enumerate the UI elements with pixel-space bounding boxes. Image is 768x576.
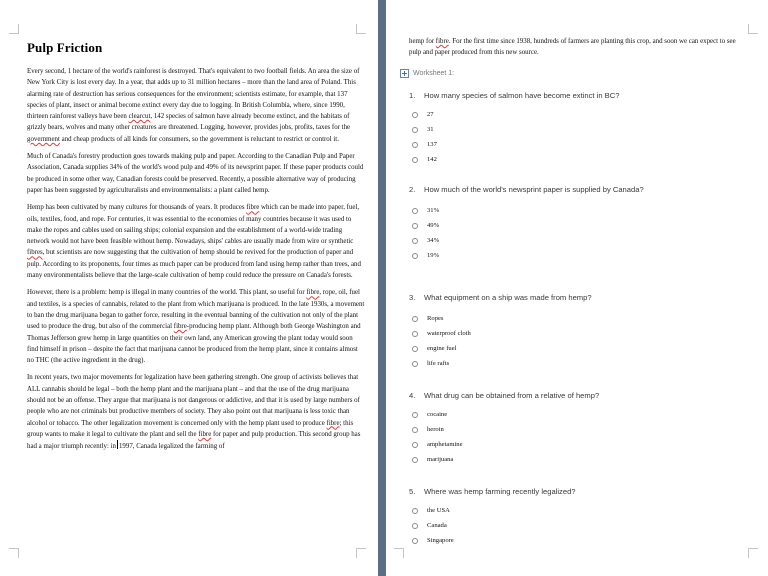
answer-option[interactable]: 31 (412, 122, 437, 137)
answer-option[interactable]: Ropes (412, 311, 471, 326)
answer-option[interactable]: Singapore (412, 533, 454, 548)
text-run: hemp for (409, 38, 436, 45)
text-run: , rope, oil, fuel and textiles, is a species of cannabis, related to the plant from which marijuana is produced. In the late 1930s, a movement to ban the drug marijuana began to gather force, resulting in the eventual banning of the cultivation not only of the plant used to produce the drug, but also of the commercial (27, 289, 365, 331)
radio-button[interactable] (412, 538, 418, 544)
radio-button[interactable] (412, 157, 418, 163)
text-run: and cheap products of all kinds for consumers, so the government is reluctant to restrict or control it. (59, 135, 339, 143)
answer-option[interactable]: waterproof cloth (412, 326, 471, 341)
worksheet-header (400, 69, 454, 78)
radio-button[interactable] (412, 331, 418, 337)
expand-icon[interactable] (400, 69, 409, 78)
corner-margin-mark (9, 548, 19, 558)
paragraph (27, 66, 365, 145)
right-document-page[interactable] (386, 0, 768, 576)
corner-margin-mark (748, 24, 758, 34)
radio-button[interactable] (412, 112, 418, 118)
radio-button[interactable] (412, 508, 418, 514)
question-text: How many species of salmon have become extinct in BC? (424, 91, 620, 100)
radio-button[interactable] (412, 442, 418, 448)
question-3-options (412, 311, 471, 371)
radio-button[interactable] (412, 142, 418, 148)
radio-button[interactable] (412, 208, 418, 214)
text-run: which can be made into paper, fuel, oils, textiles, food, and rope. For centuries, it was essential to the economies of many countries because it was used to make the ropes and cables used on sailing ships; colonial expansion and the establishment of a world-wide trading network would not have been feasible without hemp. Nowadays, ships' cables are usually made from wire or synthetic (27, 204, 360, 246)
text-run: , but scientists are now suggesting that the cultivation of hemp should be revived for the production of paper and pulp. According to its proponents, four times as much paper can be produced from land using hemp rather than trees, and many environmentalists believe that the large-scale cultivation of hemp could reduce the pressure on Canada's forests. (27, 249, 361, 280)
left-document-page[interactable] (0, 0, 378, 576)
answer-option[interactable]: marijuana (412, 452, 463, 467)
question-4-options (412, 407, 463, 467)
worksheet-label: Worksheet 1: (413, 70, 455, 77)
answer-option[interactable]: heroin (412, 422, 463, 437)
question-5: 5. Where was hemp farming recently legalized? (409, 487, 576, 496)
radio-button[interactable] (412, 127, 418, 133)
answer-option[interactable]: life rafts (412, 356, 471, 371)
text-run: However, there is a problem: hemp is illegal in many countries of the world. This plant, so useful for (27, 289, 307, 297)
answer-option[interactable]: 19% (412, 248, 439, 263)
answer-option[interactable]: engine fuel (412, 341, 471, 356)
radio-button[interactable] (412, 427, 418, 433)
spellcheck-word: fibre (246, 204, 260, 212)
spellcheck-word: fibre (326, 419, 340, 427)
text-run: ; this group wants to make it legal to cultivate the plant and sell the (27, 419, 354, 438)
corner-margin-mark (356, 24, 366, 34)
question-text: Where was hemp farming recently legalized? (424, 487, 576, 496)
corner-margin-mark (356, 548, 366, 558)
spellcheck-word: clearcut (128, 113, 151, 121)
spellcheck-word: fibres (27, 249, 43, 257)
radio-button[interactable] (412, 223, 418, 229)
answer-option[interactable]: 142 (412, 152, 437, 167)
answer-option[interactable]: amphetamine (412, 437, 463, 452)
corner-margin-mark (394, 548, 404, 558)
question-text: What equipment on a ship was made from hemp? (424, 293, 592, 302)
text-run: Every second, 1 hectare of the world's rainforest is destroyed. That's equivalent to two football fields. An area the size of New York City is lost every day. In a year, that adds up to 31 million hectares – more than the land area of Poland. This alarming rate of destruction has serious consequences for the environment; scientists estimate, for example, that 137 species of plant, insect or animal become extinct every day due to logging. In British Columbia, where, since 1990, thirteen rainforest valleys have been (27, 68, 360, 121)
radio-button[interactable] (412, 457, 418, 463)
article-continuation[interactable] (409, 36, 749, 59)
question-2: 2. How much of the world's newsprint paper is supplied by Canada? (409, 185, 644, 194)
radio-button[interactable] (412, 361, 418, 367)
answer-option[interactable]: 137 (412, 137, 437, 152)
text-run: Hemp has been cultivated by many cultures for thousands of years. It produces (27, 204, 247, 212)
spellcheck-word: fibre (198, 430, 212, 438)
radio-button[interactable] (412, 346, 418, 352)
radio-button[interactable] (412, 238, 418, 244)
spellcheck-word: fibre (173, 323, 187, 331)
text-run: -producing hemp plant. Although both George Washington and Thomas Jefferson grew hemp in large quantities on their own land, any American growing the plant today would soon find himself in prison – despite the fact that marijuana cannot be produced from the hemp plant, since it contains almost no THC (the active ingredient in the drug). (27, 323, 361, 365)
question-1-options (412, 107, 437, 167)
radio-button[interactable] (412, 316, 418, 322)
spellcheck-word: fibre (306, 289, 320, 297)
text-run: , 142 species of salmon have already become extinct, and the habitats of grizzly bears, wolves and many other creatures are threatened. Logging, however, provides jobs, profits, taxes for the (27, 113, 351, 132)
question-text: How much of the world's newsprint paper is supplied by Canada? (424, 185, 644, 194)
answer-option[interactable]: 34% (412, 233, 439, 248)
text-run: Much of Canada's forestry production goes towards making pulp and paper. According to the Canadian Pulp and Paper Association, Canada supplies 34% of the world's wood pulp and 49% of its newsprint paper. If these paper products could be produced in some other way, Canadian forests could be preserved. Recently, a possible alternative way of producing paper has been suggested by agriculturalists and environmentalists: a plant called hemp. (27, 153, 364, 194)
answer-option[interactable]: 31% (412, 203, 439, 218)
answer-option[interactable]: 49% (412, 218, 439, 233)
question-3: 3. What equipment on a ship was made from hemp? (409, 293, 592, 302)
page-divider (378, 0, 386, 576)
spellcheck-word: fibre (435, 38, 449, 45)
paragraph (27, 372, 365, 452)
radio-button[interactable] (412, 253, 418, 259)
spellcheck-word: government (27, 135, 60, 143)
question-5-options (412, 503, 454, 548)
corner-margin-mark (748, 548, 758, 558)
radio-button[interactable] (412, 523, 418, 529)
text-run: In recent years, two major movements for legalization have been gathering strength. One group of activists believes that ALL cannabis should be legal – both the hemp plant and the marijuana plant – and that the use of the drug marijuana should not be an offense. They argue that marijuana is not dangerous or addictive, and that it is used by large numbers of people who are not criminals but productive members of society. They also point out that marijuana is less toxic than alcohol or tobacco. The other legalization movement is concerned only with the hemp plant used to produce (27, 374, 360, 427)
article-body[interactable] (27, 66, 365, 459)
text-run: 1997, Canada legalized the farming of (118, 443, 225, 451)
answer-option[interactable]: cocaine (412, 407, 463, 422)
answer-option[interactable]: Canada (412, 518, 454, 533)
corner-margin-mark (9, 24, 19, 34)
paragraph (27, 287, 365, 366)
question-1: 1. How many species of salmon have become extinct in BC? (409, 91, 620, 100)
paragraph (27, 151, 365, 196)
text-run: for paper and pulp production. This second group has had a major triumph recently: in (27, 430, 361, 451)
question-text: What drug can be obtained from a relative of hemp? (424, 391, 600, 400)
question-4: 4. What drug can be obtained from a relative of hemp? (409, 391, 600, 400)
paragraph (27, 202, 365, 281)
answer-option[interactable]: 27 (412, 107, 437, 122)
answer-option[interactable]: the USA (412, 503, 454, 518)
text-run: . For the first time since 1938, hundreds of farmers are planting this crop, and soon we can expect to see pulp and paper produced from this new source. (409, 38, 736, 57)
question-2-options (412, 203, 439, 263)
text-cursor (117, 440, 118, 449)
document-title: Pulp Friction (27, 40, 103, 55)
radio-button[interactable] (412, 412, 418, 418)
